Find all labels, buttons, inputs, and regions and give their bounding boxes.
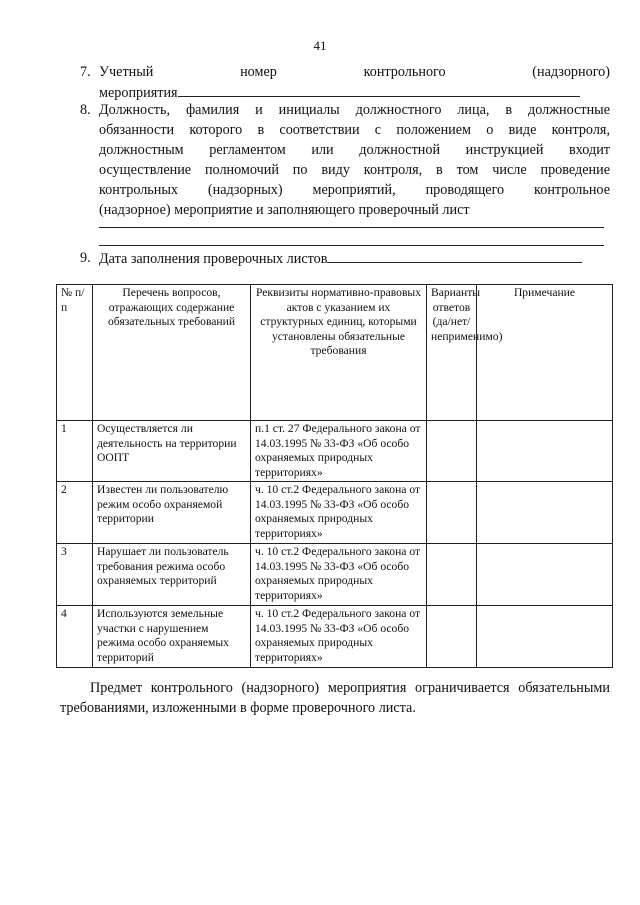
row-requisites: ч. 10 ст.2 Федерального закона от 14.03.1995 № 33-ФЗ «Об особо охраняемых природных территориях» — [251, 606, 427, 668]
item-7-word-3: контрольного — [363, 64, 446, 80]
official-fill-line-1[interactable] — [99, 227, 604, 228]
row-number: 1 — [57, 421, 93, 482]
table-row — [57, 544, 613, 606]
item-7-word-4: (надзорного) — [532, 64, 610, 80]
row-note-cell[interactable] — [477, 606, 613, 668]
item-8-number: 8. — [80, 102, 91, 118]
row-number: 2 — [57, 482, 93, 544]
row-requisites: ч. 10 ст.2 Федерального закона от 14.03.1995 № 33-ФЗ «Об особо охраняемых природных территориях» — [251, 482, 427, 544]
row-number: 3 — [57, 544, 93, 606]
row-question: Используются земельные участки с нарушением режима особо охраняемых территорий — [93, 606, 251, 668]
footer-paragraph — [60, 678, 610, 718]
item-9-line — [99, 248, 610, 269]
item-7-word-1: Учетный — [99, 64, 154, 80]
item-8-line-6: (надзорное) мероприятие и заполняющего проверочный лист — [99, 202, 470, 218]
table-row — [57, 482, 613, 544]
header-answers: Варианты ответов (да/нет/неприменимо) — [427, 285, 477, 421]
item-8-line-4: осуществление полномочий по виду контроля, в том числе проведение — [99, 162, 610, 178]
item-7-word-2: номер — [240, 64, 277, 80]
row-note-cell[interactable] — [477, 482, 613, 544]
row-question: Осуществляется ли деятельность на территории ООПТ — [93, 421, 251, 482]
page-number: 41 — [313, 38, 327, 53]
item-8-line-3: должностным регламентом или должностной инструкцией входит — [99, 142, 610, 158]
row-note-cell[interactable] — [477, 421, 613, 482]
footer-text: Предмет контрольного (надзорного) мероприятия ограничивается обязательными требованиями, изложенными в форме проверочного листа. — [60, 680, 610, 716]
row-answer-cell[interactable] — [427, 606, 477, 668]
item-8 — [80, 100, 610, 220]
official-fill-line-2[interactable] — [99, 245, 604, 246]
registration-number-field[interactable] — [178, 82, 580, 97]
header-number: № п/п — [57, 285, 93, 421]
item-8-line-2: обязанности которого в соответствии с положением о виде контроля, — [99, 122, 610, 138]
row-requisites: п.1 ст. 27 Федерального закона от 14.03.1995 № 33-ФЗ «Об особо охраняемых природных территориях» — [251, 421, 427, 482]
checklist-table — [56, 284, 613, 668]
row-question: Известен ли пользователю режим особо охраняемой территории — [93, 482, 251, 544]
item-8-line-1: Должность, фамилия и инициалы должностного лица, в должностные — [99, 102, 610, 118]
row-requisites: ч. 10 ст.2 Федерального закона от 14.03.1995 № 33-ФЗ «Об особо охраняемых природных территориях» — [251, 544, 427, 606]
table-row — [57, 421, 613, 482]
row-note-cell[interactable] — [477, 544, 613, 606]
row-answer-cell[interactable] — [427, 421, 477, 482]
row-number: 4 — [57, 606, 93, 668]
header-note: Примечание — [477, 285, 613, 421]
item-9-text: Дата заполнения проверочных листов — [99, 251, 328, 267]
header-requisites: Реквизиты нормативно-правовых актов с указанием их структурных единиц, которыми установлены обязательные требования — [251, 285, 427, 421]
item-7 — [80, 62, 610, 103]
item-8-line-5: контрольных (надзорных) мероприятий, проводящего контрольное — [99, 182, 610, 198]
table-row — [57, 606, 613, 668]
item-7-line-1 — [99, 62, 610, 82]
header-questions: Перечень вопросов, отражающих содержание обязательных требований — [93, 285, 251, 421]
fill-date-field[interactable] — [327, 248, 582, 263]
row-question: Нарушает ли пользователь требования режима особо охраняемых территорий — [93, 544, 251, 606]
item-9 — [80, 248, 610, 269]
row-answer-cell[interactable] — [427, 482, 477, 544]
row-answer-cell[interactable] — [427, 544, 477, 606]
item-9-number: 9. — [80, 250, 91, 266]
table-header-row — [57, 285, 613, 421]
item-7-line-2-text: мероприятия — [99, 85, 178, 101]
item-7-number: 7. — [80, 64, 91, 80]
